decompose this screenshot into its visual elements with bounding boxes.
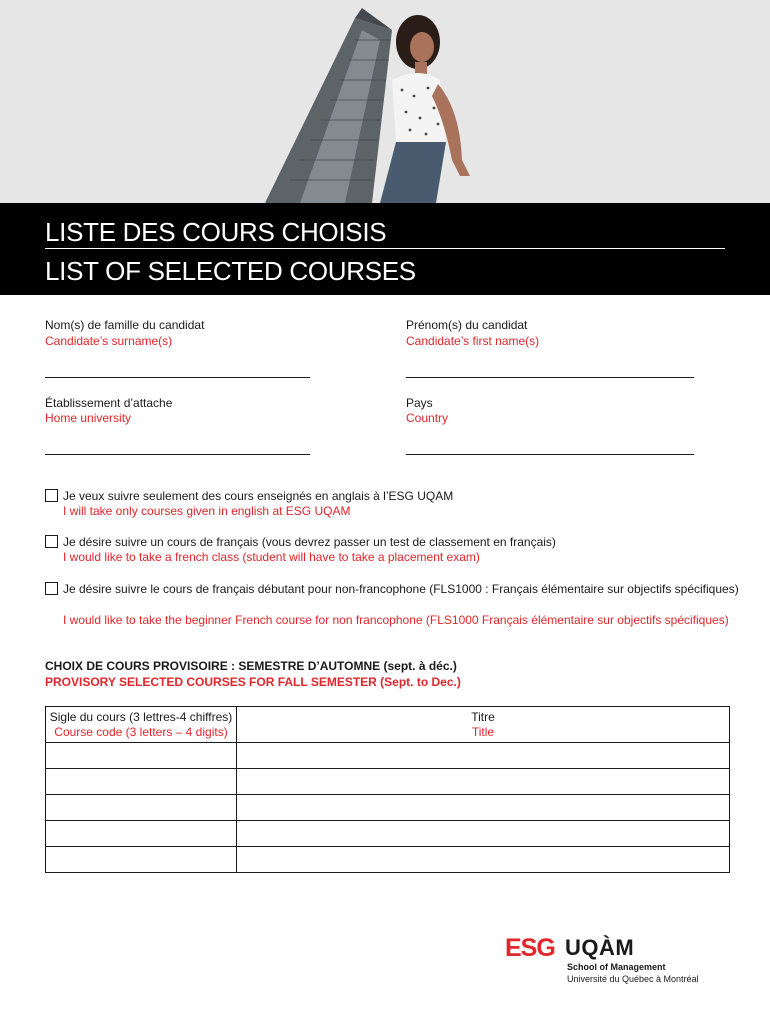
table-row: [46, 821, 730, 847]
table-row: [46, 847, 730, 873]
fls1000-label-fr: Je désire suivre le cours de français débutant pour non-francophone (FLS1000 : Français élémentaire sur objectifs spécifiques): [63, 582, 739, 596]
table-header-row: [46, 707, 730, 743]
section-title-fr: CHOIX DE COURS PROVISOIRE : SEMESTRE D’AUTOMNE (sept. à déc.): [45, 659, 457, 673]
course-title-cell[interactable]: [237, 821, 730, 847]
course-code-cell[interactable]: [46, 795, 237, 821]
course-code-header: [46, 707, 237, 743]
university-input-line[interactable]: [45, 454, 310, 455]
french-class-checkbox[interactable]: [45, 535, 58, 548]
surname-label-en: Candidate’s surname(s): [45, 334, 173, 348]
firstname-label-en: Candidate’s first name(s): [406, 334, 540, 348]
university-label-en: Home university: [45, 411, 132, 425]
skyscraper-with-woman-illustration: [0, 0, 770, 203]
french-class-label-fr: Je désire suivre un cours de français (vous devrez passer un test de classement en français): [63, 535, 556, 549]
logo-university: Université du Québec à Montréal: [567, 974, 699, 984]
title-banner: [0, 203, 770, 295]
english-only-label-fr: Je veux suivre seulement des cours enseignés en anglais à l’ESG UQAM: [63, 489, 454, 503]
fls1000-checkbox[interactable]: [45, 582, 58, 595]
course-title-header: [237, 707, 730, 743]
firstname-label-fr: Prénom(s) du candidat: [406, 318, 528, 332]
table-row: [46, 795, 730, 821]
logo-uqam: UQÀM: [565, 935, 635, 960]
fls1000-label-en: I would like to take the beginner French course for non francophone (FLS1000 Français élémentaire sur objectifs spécifiques): [63, 613, 729, 627]
course-title-cell[interactable]: [237, 743, 730, 769]
logo-school: School of Management: [567, 962, 666, 972]
firstname-input-line[interactable]: [406, 377, 694, 378]
course-code-cell[interactable]: [46, 847, 237, 873]
title-fr: LISTE DES COURS CHOISIS: [45, 217, 387, 247]
university-label-fr: Établissement d’attache: [45, 396, 173, 410]
course-title-header-en: Title: [471, 725, 495, 739]
course-code-cell[interactable]: [46, 821, 237, 847]
surname-input-line[interactable]: [45, 377, 310, 378]
logo-esg: ESG: [505, 934, 555, 962]
course-title-cell[interactable]: [237, 847, 730, 873]
course-code-cell[interactable]: [46, 743, 237, 769]
french-class-label-en: I would like to take a french class (student will have to take a placement exam): [63, 550, 480, 564]
english-only-label-en: I will take only courses given in english at ESG UQAM: [63, 504, 351, 518]
country-label-fr: Pays: [406, 396, 433, 410]
english-only-checkbox[interactable]: [45, 489, 58, 502]
course-title-cell[interactable]: [237, 795, 730, 821]
course-code-header-fr: Sigle du cours (3 lettres-4 chiffres): [49, 710, 233, 724]
surname-label-fr: Nom(s) de famille du candidat: [45, 318, 205, 332]
course-title-cell[interactable]: [237, 769, 730, 795]
country-label-en: Country: [406, 411, 449, 425]
title-en: LIST OF SELECTED COURSES: [45, 256, 416, 286]
course-title-header-fr: Titre: [471, 710, 495, 724]
course-code-cell[interactable]: [46, 769, 237, 795]
course-table: [45, 706, 730, 873]
table-row: [46, 743, 730, 769]
banner-divider: [45, 248, 725, 249]
header-photo: [0, 0, 770, 203]
country-input-line[interactable]: [406, 454, 694, 455]
table-row: [46, 769, 730, 795]
section-title-en: PROVISORY SELECTED COURSES FOR FALL SEMESTER (Sept. to Dec.): [45, 675, 461, 689]
course-code-header-en: Course code (3 letters – 4 digits): [54, 725, 228, 739]
